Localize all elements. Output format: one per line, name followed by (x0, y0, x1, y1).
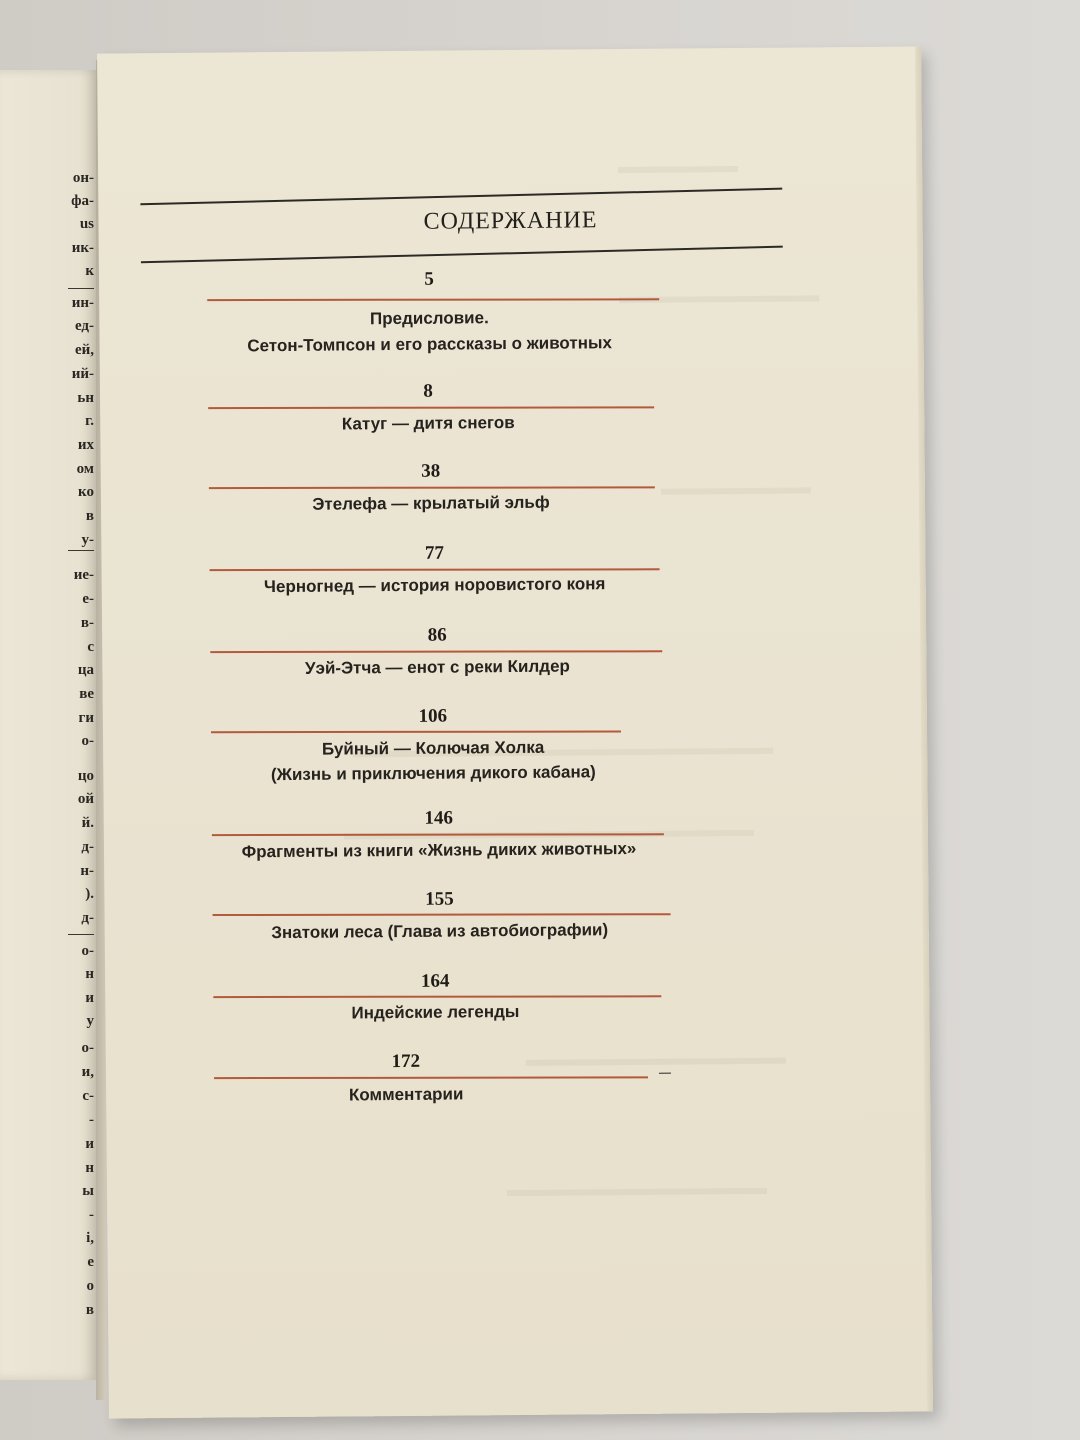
left-page-text-fragment: д- (81, 910, 94, 926)
left-page-text-fragment: ей, (74, 342, 94, 358)
toc-entry-title: Предисловие. (369, 308, 489, 329)
toc-entry-title: Знатоки леса (Глава из автобиографии) (271, 920, 609, 943)
left-page-text-fragment: о- (81, 1040, 94, 1056)
toc-entry-title: Черногнед — история норовистого коня (263, 574, 606, 597)
left-page-text-fragment: у (86, 1013, 94, 1029)
trailing-rule-mark (659, 1073, 671, 1074)
toc-entry-title: Буйный — Колючая Холка (321, 737, 545, 759)
left-page-text-fragment: с (87, 639, 94, 655)
left-page-text-fragment: ий- (71, 366, 94, 382)
toc-page-number: 164 (420, 970, 450, 992)
toc-entry-title: Комментарии (348, 1084, 464, 1105)
toc-page-number: 8 (423, 380, 433, 402)
toc-entry-rule (214, 1076, 648, 1079)
left-page-text-fragment: и (85, 1136, 94, 1152)
toc-entry-rule (210, 568, 660, 571)
left-page-text-fragment: ой (77, 791, 94, 807)
left-page-text-fragment: н- (80, 863, 94, 879)
left-page-text-fragment: й. (81, 815, 94, 831)
left-page-text-fragment: і, (86, 1230, 94, 1246)
left-page-text-fragment: us (79, 216, 94, 232)
toc-page-number: 146 (424, 807, 454, 829)
toc-page-number: 5 (424, 268, 434, 290)
left-page-text-fragment: д- (81, 839, 94, 855)
toc-entry-title: Фрагменты из книги «Жизнь диких животных» (241, 838, 637, 862)
left-page-rule (68, 288, 94, 289)
left-page-text-fragment: фа- (71, 193, 94, 209)
left-page-text-fragment: к (85, 263, 94, 279)
left-page-text-fragment: ве (79, 686, 94, 702)
show-through-mark (661, 487, 811, 494)
left-page-text-fragment: н (85, 966, 94, 982)
toc-page-number: 86 (427, 624, 447, 646)
left-page-text-fragment: ко (78, 484, 94, 500)
left-page-text-fragment: - (89, 1207, 94, 1223)
show-through-mark (526, 1058, 786, 1066)
left-page-text-fragment: о (86, 1278, 94, 1294)
left-page-text-fragment: и, (81, 1064, 94, 1080)
left-page-text-fragment: ). (85, 886, 94, 902)
toc-page-number: 155 (425, 888, 454, 910)
left-page-text-fragment: он- (72, 170, 94, 186)
left-page-rule (68, 550, 94, 551)
left-page-text-fragment: ед- (74, 318, 94, 334)
toc-page-number: 106 (418, 705, 448, 727)
left-page-text-fragment: цо (77, 768, 94, 784)
toc-entry-title: Уэй-Этча — енот с реки Килдер (304, 656, 570, 678)
right-page (97, 46, 933, 1418)
left-page-text-fragment: их (77, 437, 94, 453)
toc-entry-subtitle: (Жизнь и приключения дикого кабана) (270, 762, 596, 785)
left-page-text-fragment: н (85, 1160, 94, 1176)
toc-entry-title: Этелефа — крылатый эльф (312, 492, 550, 514)
show-through-mark (618, 166, 738, 173)
show-through-mark (507, 1188, 767, 1196)
toc-entry-rule (211, 731, 621, 734)
left-page-text-fragment: е- (82, 591, 94, 607)
left-page-text-fragment: в- (80, 615, 94, 631)
toc-page-number: 38 (421, 460, 441, 482)
toc-entry-rule (213, 995, 661, 998)
toc-entry-rule (213, 913, 671, 916)
toc-entry-rule (210, 650, 662, 653)
left-page-text-fragment: г. (85, 413, 94, 429)
left-page-text-fragment: ы (82, 1183, 94, 1199)
left-page-text-fragment: ик- (71, 240, 94, 256)
left-page-text-fragment: ие- (73, 567, 94, 583)
left-page-text-fragment: - (89, 1112, 94, 1128)
left-page-text-fragment: в (85, 508, 94, 524)
toc-page-number: 77 (424, 542, 445, 564)
toc-entry-rule (208, 406, 654, 409)
toc-entry-title: Индейские легенды (351, 1001, 520, 1023)
heading-rule-top (140, 188, 782, 206)
left-page-text-fragment: о- (81, 943, 94, 959)
left-page (0, 70, 98, 1380)
left-page-text-fragment: с- (82, 1088, 94, 1104)
left-page-text-fragment: ом (76, 461, 94, 477)
left-page-text-fragment: е (87, 1254, 94, 1270)
left-page-text-fragment: о- (81, 733, 94, 749)
toc-page-number: 172 (391, 1050, 421, 1073)
left-page-text-fragment: и (85, 990, 94, 1006)
toc-heading: СОДЕРЖАНИЕ (423, 207, 598, 235)
heading-rule-bottom (141, 246, 783, 264)
left-page-text-fragment: ги (78, 710, 94, 726)
left-page-text-fragment: ьн (77, 390, 94, 406)
toc-entry-title: Катуг — дитя снегов (341, 412, 515, 434)
toc-entry-rule (207, 298, 659, 301)
left-page-text-fragment: ца (77, 662, 94, 678)
left-page-rule (68, 934, 94, 935)
left-page-text-fragment: в (85, 1302, 94, 1318)
left-page-text-fragment: ин- (71, 295, 94, 311)
left-page-text-fragment: у- (81, 532, 94, 548)
toc-entry-subtitle: Сетон-Томпсон и его рассказы о животных (247, 333, 612, 356)
toc-entry-rule (209, 486, 655, 489)
